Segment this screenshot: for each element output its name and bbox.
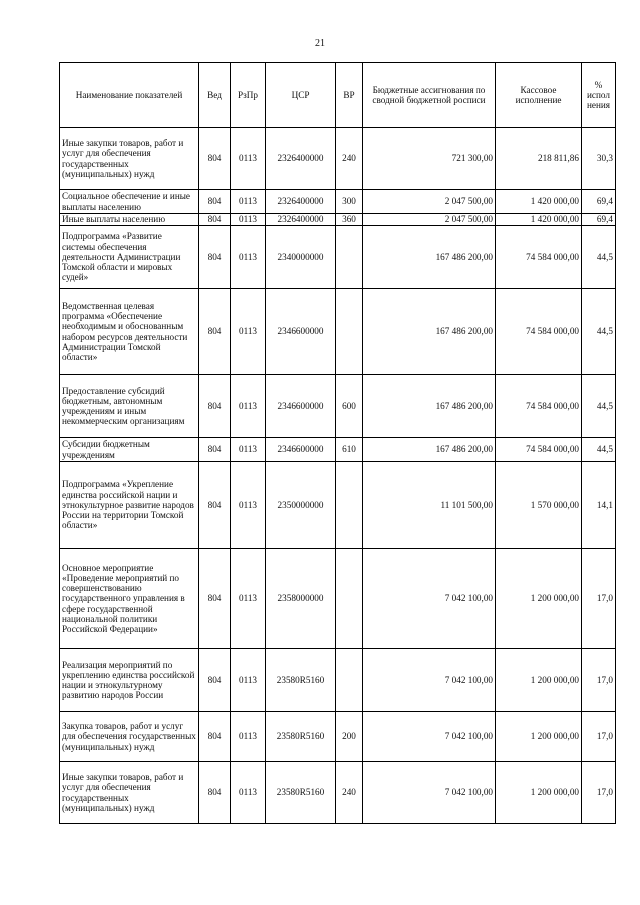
row-rzpr: 0113 bbox=[231, 438, 266, 462]
row-budget: 2 047 500,00 bbox=[363, 214, 496, 226]
row-vr bbox=[336, 226, 363, 289]
table-row bbox=[60, 462, 616, 549]
row-vr: 600 bbox=[336, 375, 363, 438]
row-name: Подпрограмма «Укрепление единства российской нации и этнокультурное развитие народов России на территории Томской области» bbox=[60, 462, 199, 549]
row-rzpr: 0113 bbox=[231, 375, 266, 438]
row-vr: 240 bbox=[336, 128, 363, 190]
row-rzpr: 0113 bbox=[231, 128, 266, 190]
row-ved: 804 bbox=[199, 128, 231, 190]
row-percent: 44,5 bbox=[582, 226, 616, 289]
row-vr: 240 bbox=[336, 762, 363, 824]
row-cash: 1 200 000,00 bbox=[496, 649, 582, 712]
row-cash: 1 570 000,00 bbox=[496, 462, 582, 549]
row-cash: 1 200 000,00 bbox=[496, 549, 582, 649]
row-name: Предоставление субсидий бюджетным, автономным учреждениям и иным некоммерческим организациям bbox=[60, 375, 199, 438]
row-vr bbox=[336, 549, 363, 649]
row-budget: 2 047 500,00 bbox=[363, 190, 496, 214]
table-row bbox=[60, 226, 616, 289]
row-name: Иные выплаты населению bbox=[60, 214, 199, 226]
row-csr: 23580R5160 bbox=[266, 649, 336, 712]
row-percent: 44,5 bbox=[582, 289, 616, 375]
page-number: 21 bbox=[315, 38, 325, 49]
row-vr bbox=[336, 462, 363, 549]
table-row bbox=[60, 438, 616, 462]
row-name: Ведомственная целевая программа «Обеспечение необходимым и обоснованным набором ресурсов деятельности Администрации Томской области» bbox=[60, 289, 199, 375]
row-name: Подпрограмма «Развитие системы обеспечения деятельности Администрации Томской области и мировых судей» bbox=[60, 226, 199, 289]
row-csr: 2346600000 bbox=[266, 375, 336, 438]
row-vr: 360 bbox=[336, 214, 363, 226]
row-ved: 804 bbox=[199, 549, 231, 649]
header-csr: ЦСР bbox=[266, 63, 336, 128]
row-rzpr: 0113 bbox=[231, 712, 266, 762]
row-cash: 1 420 000,00 bbox=[496, 214, 582, 226]
row-csr: 23580R5160 bbox=[266, 762, 336, 824]
row-cash: 74 584 000,00 bbox=[496, 375, 582, 438]
row-csr: 2326400000 bbox=[266, 214, 336, 226]
row-name: Иные закупки товаров, работ и услуг для обеспечения государственных (муниципальных) нужд bbox=[60, 762, 199, 824]
row-cash: 1 200 000,00 bbox=[496, 712, 582, 762]
row-ved: 804 bbox=[199, 226, 231, 289]
row-budget: 167 486 200,00 bbox=[363, 438, 496, 462]
row-budget: 167 486 200,00 bbox=[363, 375, 496, 438]
row-csr: 2350000000 bbox=[266, 462, 336, 549]
row-csr: 2358000000 bbox=[266, 549, 336, 649]
table-row bbox=[60, 375, 616, 438]
row-budget: 7 042 100,00 bbox=[363, 762, 496, 824]
table-row bbox=[60, 128, 616, 190]
row-cash: 74 584 000,00 bbox=[496, 289, 582, 375]
row-name: Закупка товаров, работ и услуг для обеспечения государственных (муниципальных) нужд bbox=[60, 712, 199, 762]
row-csr: 2326400000 bbox=[266, 190, 336, 214]
header-percent: % испол нения bbox=[582, 63, 616, 128]
row-budget: 721 300,00 bbox=[363, 128, 496, 190]
row-rzpr: 0113 bbox=[231, 549, 266, 649]
row-ved: 804 bbox=[199, 438, 231, 462]
row-vr: 610 bbox=[336, 438, 363, 462]
row-vr: 300 bbox=[336, 190, 363, 214]
row-name: Основное мероприятие «Проведение мероприятий по совершенствованию государственного управления в сфере государственной национальной политики Российской Федерации» bbox=[60, 549, 199, 649]
row-percent: 17,0 bbox=[582, 712, 616, 762]
row-budget: 167 486 200,00 bbox=[363, 289, 496, 375]
row-vr bbox=[336, 289, 363, 375]
table-row bbox=[60, 214, 616, 226]
table-header-row bbox=[60, 63, 616, 128]
row-budget: 11 101 500,00 bbox=[363, 462, 496, 549]
row-percent: 17,0 bbox=[582, 762, 616, 824]
row-csr: 2326400000 bbox=[266, 128, 336, 190]
row-ved: 804 bbox=[199, 190, 231, 214]
row-ved: 804 bbox=[199, 649, 231, 712]
row-rzpr: 0113 bbox=[231, 190, 266, 214]
row-rzpr: 0113 bbox=[231, 214, 266, 226]
row-ved: 804 bbox=[199, 462, 231, 549]
row-rzpr: 0113 bbox=[231, 649, 266, 712]
header-ved: Вед bbox=[199, 63, 231, 128]
header-rzpr: РзПр bbox=[231, 63, 266, 128]
budget-execution-table bbox=[59, 62, 616, 824]
row-ved: 804 bbox=[199, 289, 231, 375]
row-cash: 74 584 000,00 bbox=[496, 438, 582, 462]
header-vr: ВР bbox=[336, 63, 363, 128]
row-cash: 218 811,86 bbox=[496, 128, 582, 190]
row-percent: 17,0 bbox=[582, 549, 616, 649]
row-percent: 69,4 bbox=[582, 190, 616, 214]
row-name: Реализация мероприятий по укреплению единства российской нации и этнокультурному развитию народов России bbox=[60, 649, 199, 712]
row-ved: 804 bbox=[199, 762, 231, 824]
row-csr: 2346600000 bbox=[266, 438, 336, 462]
row-rzpr: 0113 bbox=[231, 762, 266, 824]
row-rzpr: 0113 bbox=[231, 289, 266, 375]
table-row bbox=[60, 712, 616, 762]
row-cash: 1 200 000,00 bbox=[496, 762, 582, 824]
row-percent: 17,0 bbox=[582, 649, 616, 712]
header-cash: Кассовое исполнение bbox=[496, 63, 582, 128]
row-percent: 44,5 bbox=[582, 438, 616, 462]
table-row bbox=[60, 190, 616, 214]
table-row bbox=[60, 649, 616, 712]
row-cash: 74 584 000,00 bbox=[496, 226, 582, 289]
header-name: Наименование показателей bbox=[60, 63, 199, 128]
row-cash: 1 420 000,00 bbox=[496, 190, 582, 214]
row-budget: 7 042 100,00 bbox=[363, 712, 496, 762]
row-name: Иные закупки товаров, работ и услуг для обеспечения государственных (муниципальных) нужд bbox=[60, 128, 199, 190]
row-budget: 167 486 200,00 bbox=[363, 226, 496, 289]
row-csr: 2340000000 bbox=[266, 226, 336, 289]
row-ved: 804 bbox=[199, 375, 231, 438]
row-percent: 14,1 bbox=[582, 462, 616, 549]
row-name: Субсидии бюджетным учреждениям bbox=[60, 438, 199, 462]
header-budget: Бюджетные ассигнования по сводной бюджетной росписи bbox=[363, 63, 496, 128]
table-row bbox=[60, 289, 616, 375]
row-vr: 200 bbox=[336, 712, 363, 762]
row-budget: 7 042 100,00 bbox=[363, 549, 496, 649]
row-name: Социальное обеспечение и иные выплаты населению bbox=[60, 190, 199, 214]
row-rzpr: 0113 bbox=[231, 226, 266, 289]
row-ved: 804 bbox=[199, 712, 231, 762]
row-csr: 2346600000 bbox=[266, 289, 336, 375]
row-percent: 69,4 bbox=[582, 214, 616, 226]
table-row bbox=[60, 549, 616, 649]
row-csr: 23580R5160 bbox=[266, 712, 336, 762]
table-row bbox=[60, 762, 616, 824]
row-rzpr: 0113 bbox=[231, 462, 266, 549]
row-percent: 44,5 bbox=[582, 375, 616, 438]
row-ved: 804 bbox=[199, 214, 231, 226]
row-vr bbox=[336, 649, 363, 712]
row-budget: 7 042 100,00 bbox=[363, 649, 496, 712]
row-percent: 30,3 bbox=[582, 128, 616, 190]
